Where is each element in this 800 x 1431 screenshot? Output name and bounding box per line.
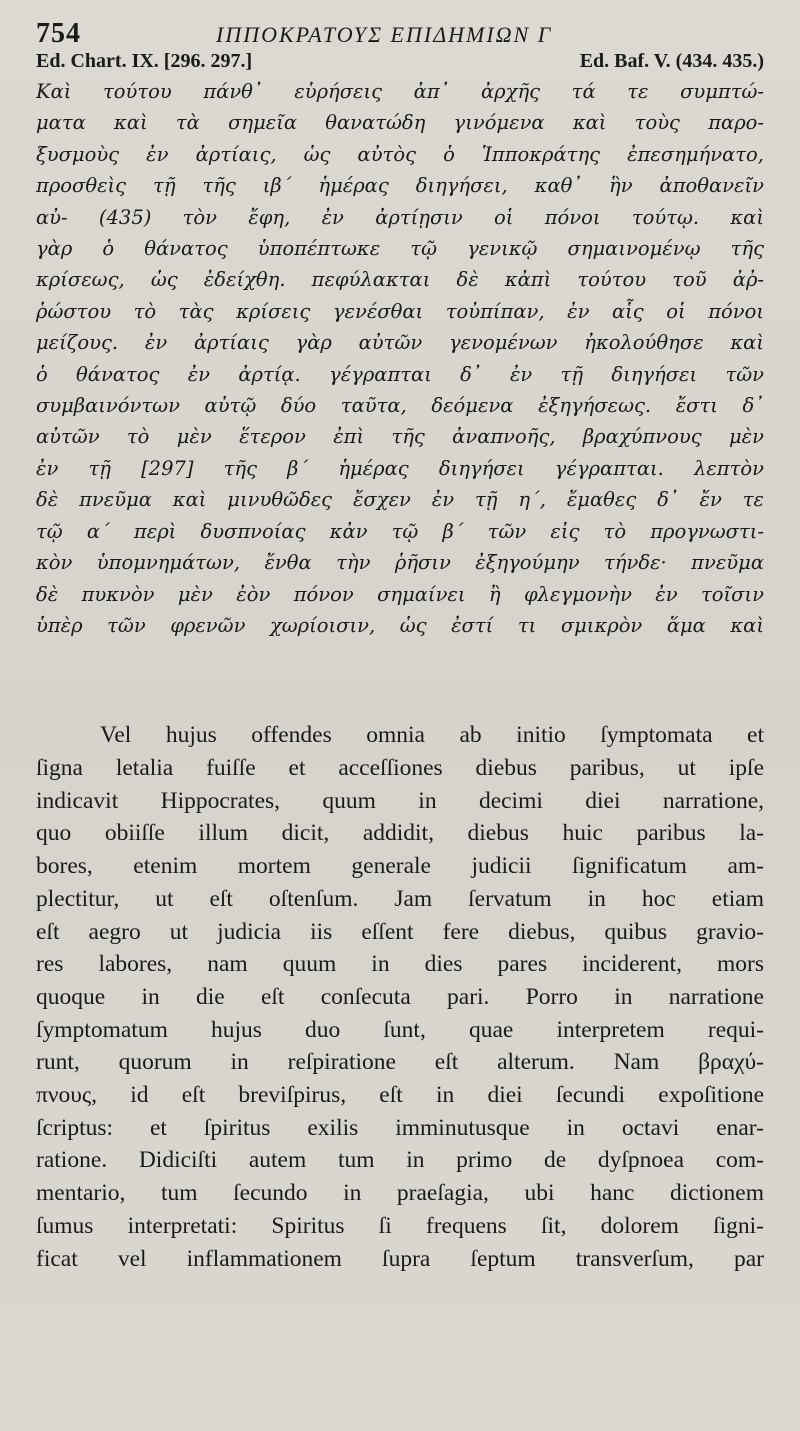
greek-line: ἐν τῇ [297] τῆς β΄ ἡμέρας διηγήσει γέγραπται. λεπτὸν <box>36 456 764 480</box>
latin-line: quo obiiſſe illum dicit, addidit, diebus huic paribus la- <box>36 820 764 847</box>
greek-line: ῥώστου τὸ τὰς κρίσεις γενέσθαι τοὐπίπαν, ἐν αἷς οἱ πόνοι <box>36 299 764 323</box>
running-head <box>36 14 764 48</box>
greek-line: ὑπὲρ τῶν φρενῶν χωρίοισιν, ὡς ἐστί τι σμικρὸν ἅμα καὶ <box>36 613 764 637</box>
greek-line: κρίσεως, ὡς ἐδείχθη. πεφύλακται δὲ κἀπὶ τούτου τοῦ ἀῤ- <box>36 268 764 292</box>
greek-line: μείζους. ἐν ἀρτίαις γὰρ αὐτῶν γενομένων ἠκολούθησε καὶ <box>36 331 764 355</box>
latin-line: plectitur, ut eſt oſtenſum. Jam ſervatum in hoc etiam <box>36 885 764 912</box>
greek-text <box>36 76 764 641</box>
latin-line: ſumus interpretati: Spiritus ſi frequens ſit, dolorem ſigni- <box>36 1212 764 1239</box>
greek-line: συμβαινόντων αὐτῷ δύο ταῦτα, δεόμενα ἐξηγήσεως. ἔστι δ᾽ <box>36 394 764 418</box>
latin-line: res labores, nam quum in dies pares inciderent, mors <box>36 951 764 978</box>
latin-line: ratione. Didiciſti autem tum in primo de dyſpnoea com- <box>36 1147 764 1174</box>
greek-line: ὁ θάνατος ἐν ἀρτίᾳ. γέγραπται δ᾽ ἐν τῇ διηγήσει τῶν <box>36 362 764 386</box>
latin-line: ficat vel inflammationem ſupra ſeptum transverſum, par <box>36 1245 764 1272</box>
greek-line: ξυσμοὺς ἐν ἀρτίαις, ὡς αὐτὸς ὁ Ἱπποκράτης ἐπεσημήνατο, <box>36 142 764 166</box>
latin-line: ſymptomatum hujus duo ſunt, quae interpretem requi- <box>36 1016 764 1043</box>
latin-line: bores, etenim mortem generale judicii ſignificatum am- <box>36 853 764 880</box>
edition-reference-line <box>36 48 764 76</box>
greek-line: δὲ πυκνὸν μὲν ἐὸν πόνον σημαίνει ἢ φλεγμονὴν ἐν τοῖσιν <box>36 582 764 606</box>
latin-line: Vel hujus offendes omnia ab initio ſymptomata et <box>100 722 764 749</box>
greek-line: κὸν ὑπομνημάτων, ἔνθα τὴν ῥῆσιν ἐξηγούμην τήνδε· πνεῦμα <box>36 551 764 575</box>
edition-chart-reference: Ed. Chart. IX. [296. 297.] <box>36 50 253 72</box>
latin-text <box>36 719 764 1275</box>
latin-line: runt, quorum in reſpiratione eſt alterum. Nam βραχύ- <box>36 1049 764 1076</box>
running-title: ΙΠΠΟΚΡΑΤΟΥΣ ΕΠΙΔΗΜΙΩΝ Γ <box>216 22 553 47</box>
greek-line: γὰρ ὁ θάνατος ὑποπέπτωκε τῷ γενικῷ σημαινομένῳ τῆς <box>36 237 764 261</box>
page-number: 754 <box>36 18 81 49</box>
latin-line: eſt aegro ut judicia iis eſſent fere diebus, quibus gravio- <box>36 918 764 945</box>
greek-line: Καὶ τούτου πάνθ᾽ εὑρήσεις ἀπ᾽ ἀρχῆς τά τε συμπτώ- <box>36 80 764 103</box>
section-gap <box>36 641 764 719</box>
latin-line: πνους, id eſt breviſpirus, eſt in diei ſecundi expoſitione <box>36 1082 764 1109</box>
greek-line: προσθεὶς τῇ τῆς ιβ΄ ἡμέρας διηγήσει, καθ᾽ ἣν ἀποθανεῖν <box>36 174 764 198</box>
latin-line: ſcriptus: et ſpiritus exilis imminutusque in octavi enar- <box>36 1114 764 1141</box>
greek-line: αὐτῶν τὸ μὲν ἕτερον ἐπὶ τῆς ἀναπνοῆς, βραχύπνους μὲν <box>36 425 764 449</box>
latin-line: indicavit Hippocrates, quum in decimi diei narratione, <box>36 787 764 814</box>
greek-line: ματα καὶ τὰ σημεῖα θανατώδη γινόμενα καὶ τοὺς παρο- <box>36 111 764 135</box>
latin-line: quoque in die eſt conſecuta pari. Porro in narratione <box>36 983 764 1010</box>
latin-line: mentario, tum ſecundo in praeſagia, ubi hanc dictionem <box>36 1180 764 1207</box>
latin-line: ſigna letalia fuiſſe et acceſſiones diebus paribus, ut ipſe <box>36 755 764 782</box>
edition-basel-reference: Ed. Baf. V. (434. 435.) <box>579 50 764 72</box>
greek-line: τῷ α΄ περὶ δυσπνοίας κἀν τῷ β΄ τῶν εἰς τὸ προγνωστι- <box>36 519 764 543</box>
greek-line: αὐ- (435) τὸν ἔφη, ἐν ἀρτίῃσιν οἱ πόνοι τούτῳ. καὶ <box>36 205 764 229</box>
greek-line: δὲ πνεῦμα καὶ μινυθῶδες ἔσχεν ἐν τῇ η΄, ἔμαθες δ᾽ ἔν τε <box>36 488 764 512</box>
